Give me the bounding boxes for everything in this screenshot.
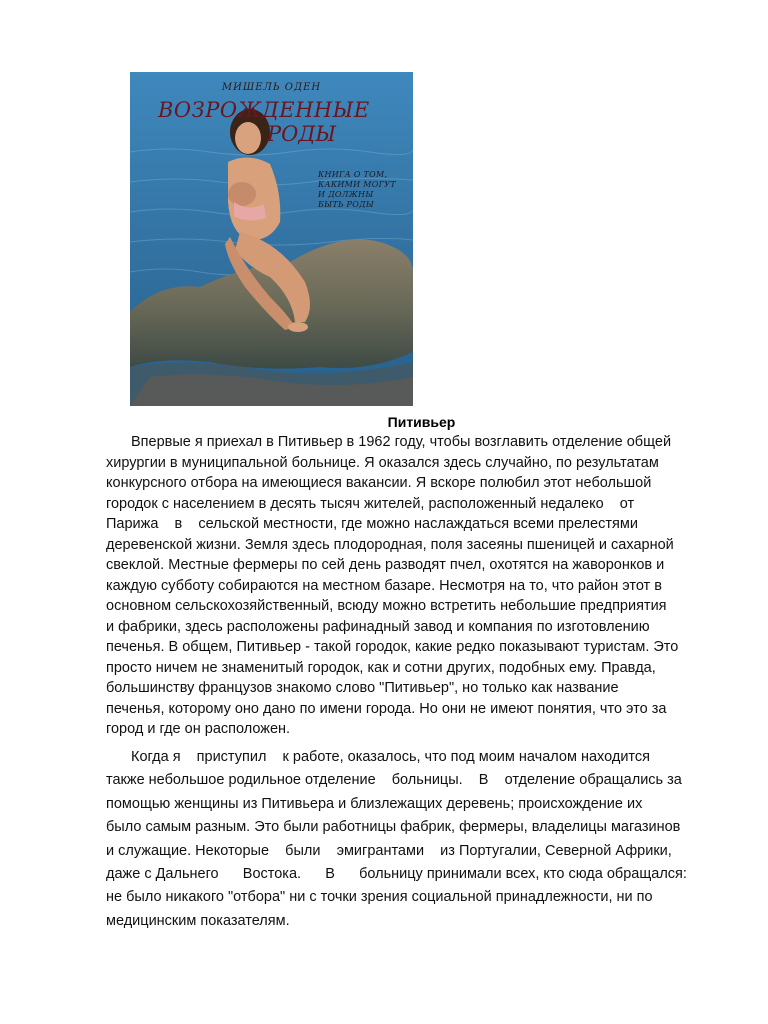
- paragraph-line: Впервые я приехал в Питивьер в 1962 году, чтобы возглавить отделение общей: [131, 434, 672, 450]
- paragraph-1: [106, 432, 718, 740]
- paragraph-line: каждую субботу собираются на местном базаре. Несмотря на то, что район этот в: [106, 577, 662, 594]
- paragraph-line: было самым разным. Это были работницы фабрик, фермеры, владелицы магазинов: [106, 819, 681, 836]
- cover-title-line1: ВОЗРОЖДЕННЫЕ: [158, 98, 370, 122]
- paragraph-line: город и где он расположен.: [106, 721, 291, 737]
- paragraph-line: не было никакого "отбора" ни с точки зрения социальной принадлежности, ни по: [106, 889, 653, 906]
- paragraph-line: и фабрики, здесь расположены рафинадный завод и компания по изготовлению: [106, 618, 650, 635]
- paragraph-line: Когда я приступил к работе, оказалось, что под моим началом находится: [131, 749, 650, 765]
- paragraph-line: деревенской жизни. Земля здесь плодородная, поля засеяны пшеницей и сахарной: [106, 536, 674, 553]
- paragraph-line: печенья. В общем, Питивьер - такой городок, какие редко показывают туристам. Это: [106, 639, 679, 655]
- paragraph-line: печенья, которому оно дано по имени города. Но они не имеют понятия, что это за: [106, 700, 667, 717]
- paragraph-line: свеклой. Местные фермеры по сей день разводят пчел, охотятся на жаворонков и: [106, 557, 665, 573]
- paragraph-line: также небольшое родильное отделение больницы. В отделение обращались за: [106, 772, 682, 789]
- paragraph-line: хирургии в муниципальной больнице. Я оказался здесь случайно, по результатам: [106, 454, 659, 471]
- cover-title-line2: РОДЫ: [267, 122, 337, 146]
- cover-author: МИШЕЛЬ ОДЕН: [221, 82, 322, 93]
- paragraph-line: просто ничем не знаменитый городок, как и сотни других, подобных ему. Правда,: [106, 659, 656, 676]
- paragraph-line: медицинским показателям.: [106, 912, 290, 929]
- paragraph-line: городок с населением в десять тысяч жителей, расположенный недалеко от: [106, 495, 635, 512]
- cover-subtitle: КНИГА О ТОМ, КАКИМИ МОГУТ И ДОЛЖНЫ БЫТЬ РОДЫ: [318, 170, 396, 209]
- paragraph-2: [106, 746, 718, 933]
- book-cover-image: [130, 72, 413, 406]
- paragraph-line: конкурсного отбора на имеющиеся вакансии. Я вскоре полюбил этот небольшой: [106, 475, 652, 491]
- paragraph-line: Парижа в сельской местности, где можно наслаждаться всеми прелестями: [106, 516, 638, 532]
- paragraph-line: большинству французов знакомо слово "Питивьер", но только как название: [106, 680, 619, 696]
- paragraph-line: и служащие. Некоторые были эмигрантами из Португалии, Северной Африки,: [106, 842, 672, 859]
- paragraph-line: помощью женщины из Питивьера и близлежащих деревень; происхождение их: [106, 795, 643, 812]
- chapter-heading: Питивьер: [387, 414, 456, 430]
- paragraph-line: основном сельскохозяйственный, всюду можно встретить небольшие предприятия: [106, 598, 667, 614]
- paragraph-line: даже с Дальнего Востока. В больницу принимали всех, кто сюда обращался:: [106, 866, 687, 883]
